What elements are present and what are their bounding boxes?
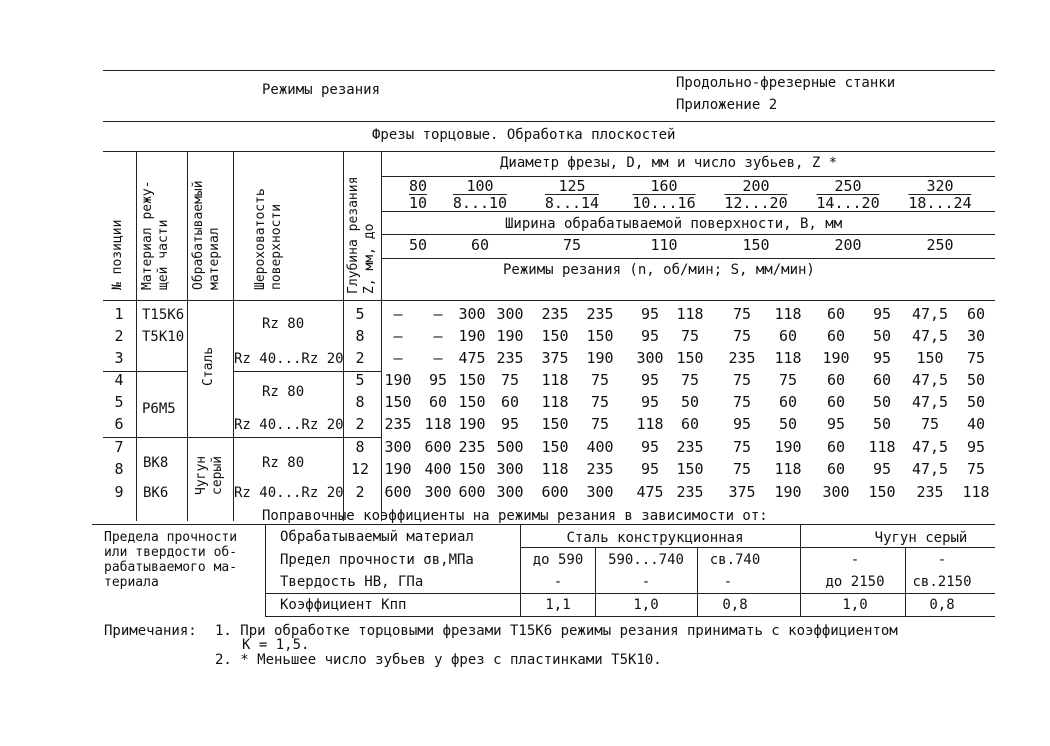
corr-divider-c — [697, 547, 698, 616]
correction-top-rule — [92, 524, 995, 525]
coef-4: 1,0 — [842, 597, 868, 613]
mode-value: 118 — [636, 415, 664, 433]
mode-value: 60 — [826, 460, 846, 478]
teeth-count: 18...24 — [908, 194, 972, 212]
mode-value: 475 — [636, 483, 664, 501]
appendix-label: Приложение 2 — [676, 97, 778, 113]
mode-value: 75 — [732, 460, 752, 478]
mode-value: 118 — [774, 349, 802, 367]
mode-value: 150 — [541, 327, 569, 345]
mode-value: 60 — [428, 393, 448, 411]
correction-title: Поправочные коэффициенты на режимы резания в зависимости от: — [262, 508, 768, 524]
mode-value: 150 — [458, 460, 486, 478]
group-divider-2 — [103, 437, 381, 438]
mode-value: 600 — [541, 483, 569, 501]
mode-value: 500 — [496, 438, 524, 456]
notes-label: Примечания: — [104, 623, 197, 639]
corr-divider-e — [905, 547, 906, 616]
roughness-rz40-c: Rz 40...Rz 20 — [234, 485, 344, 501]
mode-value: 235 — [676, 483, 704, 501]
mode-value: 75 — [920, 415, 940, 433]
header-position: № позиции — [110, 219, 125, 290]
mode-value: 150 — [384, 393, 412, 411]
corr-divider-b — [595, 547, 596, 616]
roughness-rz40-b: Rz 40...Rz 20 — [234, 417, 344, 433]
diameter-value: 250 — [834, 177, 862, 195]
position-number: 3 — [114, 349, 124, 367]
mode-value: 235 — [916, 483, 944, 501]
depth-value: 8 — [355, 438, 365, 456]
diameter-cell — [724, 178, 787, 211]
depth-value: 2 — [355, 349, 365, 367]
mode-value: 118 — [774, 305, 802, 323]
corr-rule-1 — [520, 547, 995, 548]
mode-value: 150 — [916, 349, 944, 367]
roughness-rz80-c: Rz 80 — [262, 455, 305, 471]
row-hardness-label: Твердость НВ, ГПа — [280, 574, 424, 590]
mode-value: 75 — [732, 393, 752, 411]
mode-value: 190 — [496, 327, 524, 345]
corr-rule-3 — [265, 593, 995, 594]
header-tool-material-1: Материал режу- — [140, 180, 155, 290]
header-work-material-2: материал — [207, 227, 222, 290]
depth-value: 5 — [355, 305, 365, 323]
material-iron-2: серый — [210, 455, 225, 495]
position-number: 8 — [114, 460, 124, 478]
col-divider-3 — [233, 151, 234, 521]
modes-header: Режимы резания (n, об/мин; S, мм/мин) — [503, 262, 815, 278]
mode-value: – — [433, 327, 443, 345]
mode-value: 300 — [496, 483, 524, 501]
teeth-count: 14...20 — [816, 194, 880, 212]
mode-value: 30 — [966, 327, 986, 345]
diameter-bottom-rule — [381, 211, 995, 212]
diameter-value: 125 — [558, 177, 586, 195]
mode-value: 47,5 — [911, 438, 949, 456]
tool-p6m5: P6M5 — [142, 401, 176, 417]
diameter-value: 80 — [408, 177, 428, 195]
mode-value: 190 — [586, 349, 614, 367]
width-value: 200 — [834, 236, 862, 254]
width-header: Ширина обрабатываемой поверхности, В, мм — [505, 216, 843, 232]
mode-value: 75 — [966, 460, 986, 478]
mode-value: 300 — [458, 305, 486, 323]
header-roughness-2: поверхности — [269, 203, 284, 290]
header-rule — [103, 121, 995, 122]
mode-value: 75 — [680, 327, 700, 345]
mode-value: 150 — [676, 460, 704, 478]
note-2: 2. * Меньшее число зубьев у фрез с пластинками Т5К10. — [215, 652, 662, 668]
mode-value: 75 — [680, 371, 700, 389]
mode-value: 60 — [680, 415, 700, 433]
mode-value: 95 — [826, 415, 846, 433]
mode-value: 300 — [496, 460, 524, 478]
teeth-count: 10 — [408, 194, 428, 212]
mode-value: 75 — [732, 305, 752, 323]
material-steel: Сталь — [201, 346, 216, 386]
width-value: 150 — [742, 236, 770, 254]
position-number: 5 — [114, 393, 124, 411]
mode-value: 75 — [590, 371, 610, 389]
mode-value: 60 — [826, 305, 846, 323]
mode-value: 118 — [868, 438, 896, 456]
mode-value: 150 — [676, 349, 704, 367]
mode-value: – — [393, 349, 403, 367]
header-tool-material-2: щей части — [156, 219, 171, 290]
mode-value: 75 — [590, 393, 610, 411]
mode-value: 75 — [590, 415, 610, 433]
teeth-count: 10...16 — [632, 194, 696, 212]
mode-value: 375 — [541, 349, 569, 367]
mode-value: 400 — [424, 460, 452, 478]
widths-bottom-rule — [381, 258, 995, 259]
tool-t15k6: T15K6 — [142, 307, 185, 323]
steel-header: Сталь конструкционная — [566, 530, 744, 546]
note-1: 1. При обработке торцовыми фрезами Т15К6 режимы резания принимать с коэффициентом — [215, 623, 898, 639]
tool-bk8: BK8 — [143, 455, 169, 471]
mode-value: 60 — [778, 393, 798, 411]
depth-value: 2 — [355, 415, 365, 433]
section-title: Режимы резания — [262, 82, 381, 98]
mode-value: 150 — [586, 327, 614, 345]
mode-value: 95 — [640, 393, 660, 411]
teeth-count: 8...14 — [544, 194, 600, 212]
correction-label-2: или твердости об- — [104, 545, 238, 560]
mode-value: 95 — [872, 305, 892, 323]
mode-value: 300 — [496, 305, 524, 323]
teeth-count: 12...20 — [724, 194, 788, 212]
top-rule — [103, 70, 995, 71]
mode-value: 47,5 — [911, 460, 949, 478]
col-divider-1 — [136, 151, 137, 521]
iron-hardness-2: св.2150 — [912, 574, 972, 590]
mode-value: 600 — [384, 483, 412, 501]
diameter-header: Диаметр фрезы, D, мм и число зубьев, Z * — [500, 155, 838, 171]
mode-value: 118 — [676, 305, 704, 323]
mode-value: 95 — [640, 327, 660, 345]
correction-left-divider — [265, 524, 266, 616]
mode-value: 400 — [586, 438, 614, 456]
width-value: 250 — [926, 236, 954, 254]
mode-value: 50 — [680, 393, 700, 411]
mode-value: 190 — [822, 349, 850, 367]
mode-value: 300 — [636, 349, 664, 367]
diameter-value: 320 — [926, 177, 954, 195]
roughness-rz80-a: Rz 80 — [262, 316, 305, 332]
mode-value: 60 — [500, 393, 520, 411]
mode-value: 95 — [640, 460, 660, 478]
mode-value: 60 — [826, 393, 846, 411]
mode-value: 235 — [496, 349, 524, 367]
tool-t5k10: T5K10 — [142, 329, 185, 345]
mode-value: 75 — [732, 327, 752, 345]
header-depth-2: Z, мм, до — [362, 223, 377, 294]
mode-value: 50 — [872, 327, 892, 345]
mode-value: 47,5 — [911, 371, 949, 389]
mode-value: 600 — [458, 483, 486, 501]
mode-value: 150 — [541, 438, 569, 456]
mode-value: 60 — [826, 327, 846, 345]
header-bottom-rule — [103, 300, 995, 301]
corr-divider-a — [520, 524, 521, 616]
corr-divider-d — [800, 524, 801, 616]
mode-value: 118 — [774, 460, 802, 478]
mode-value: 95 — [640, 371, 660, 389]
coef-1: 1,1 — [545, 597, 571, 613]
position-number: 9 — [114, 483, 124, 501]
mode-value: 95 — [640, 438, 660, 456]
steel-strength-3: св.740 — [709, 552, 761, 568]
mode-value: 150 — [541, 415, 569, 433]
mode-value: 118 — [424, 415, 452, 433]
row-coef-label: Коэффициент Кпп — [280, 597, 407, 613]
depth-value: 8 — [355, 393, 365, 411]
mode-value: 190 — [384, 460, 412, 478]
mode-value: 75 — [732, 371, 752, 389]
width-rule — [381, 234, 995, 235]
mode-value: 50 — [872, 393, 892, 411]
position-number: 6 — [114, 415, 124, 433]
mode-value: 300 — [384, 438, 412, 456]
mode-value: 95 — [732, 415, 752, 433]
header-depth-1: Глубина резания — [346, 176, 361, 294]
mode-value: 60 — [966, 305, 986, 323]
depth-value: 12 — [350, 460, 370, 478]
mode-value: 47,5 — [911, 327, 949, 345]
roughness-rz40-a: Rz 40...Rz 20 — [234, 351, 344, 367]
width-value: 50 — [408, 236, 428, 254]
steel-strength-1: до 590 — [532, 552, 584, 568]
mode-value: 235 — [728, 349, 756, 367]
width-value: 60 — [470, 236, 490, 254]
row-strength-label: Предел прочности σв,МПа — [280, 552, 474, 568]
position-number: 4 — [114, 371, 124, 389]
mode-value: 95 — [966, 438, 986, 456]
mode-value: 190 — [774, 438, 802, 456]
mode-value: 150 — [458, 371, 486, 389]
depth-value: 2 — [355, 483, 365, 501]
machine-type-title: Продольно-фрезерные станки — [676, 75, 896, 91]
header-work-material-1: Обрабатываемый — [191, 180, 206, 290]
mode-value: 300 — [586, 483, 614, 501]
mode-value: 375 — [728, 483, 756, 501]
correction-label-4: териала — [104, 575, 159, 590]
mode-value: 60 — [826, 438, 846, 456]
depth-value: 8 — [355, 327, 365, 345]
col-divider-5 — [381, 151, 382, 521]
mode-value: 150 — [458, 393, 486, 411]
mode-value: 235 — [458, 438, 486, 456]
mode-value: 50 — [872, 415, 892, 433]
mode-value: 190 — [774, 483, 802, 501]
mode-value: 60 — [778, 327, 798, 345]
iron-header: Чугун серый — [874, 530, 968, 546]
mode-value: – — [433, 349, 443, 367]
mode-value: 300 — [822, 483, 850, 501]
mode-value: 47,5 — [911, 305, 949, 323]
mode-value: 118 — [541, 371, 569, 389]
col-divider-4 — [343, 151, 344, 521]
coef-2: 1,0 — [633, 597, 659, 613]
mode-value: 190 — [458, 327, 486, 345]
row-material-label: Обрабатываемый материал — [280, 529, 474, 545]
coef-5: 0,8 — [929, 597, 955, 613]
mode-value: 50 — [966, 371, 986, 389]
mode-value: 190 — [458, 415, 486, 433]
position-number: 1 — [114, 305, 124, 323]
mode-value: 235 — [676, 438, 704, 456]
header-roughness-1: Шероховатость — [253, 188, 268, 290]
mode-value: 95 — [872, 349, 892, 367]
mode-value: 95 — [428, 371, 448, 389]
diameter-value: 160 — [650, 177, 678, 195]
correction-label-1: Предела прочности — [104, 530, 238, 545]
mode-value: 300 — [424, 483, 452, 501]
mode-value: 47,5 — [911, 393, 949, 411]
roughness-rz80-b: Rz 80 — [262, 384, 305, 400]
table-caption: Фрезы торцовые. Обработка плоскостей — [372, 127, 676, 143]
diameter-cell — [409, 178, 427, 211]
mode-value: 75 — [500, 371, 520, 389]
mode-value: – — [393, 327, 403, 345]
width-value: 110 — [650, 236, 678, 254]
correction-label-3: рабатываемого ма- — [104, 560, 238, 575]
iron-strength-1: - — [850, 552, 860, 568]
mode-value: 235 — [586, 460, 614, 478]
mode-value: 75 — [732, 438, 752, 456]
mode-value: 95 — [640, 305, 660, 323]
mode-value: 190 — [384, 371, 412, 389]
mode-value: 600 — [424, 438, 452, 456]
mode-value: 50 — [778, 415, 798, 433]
teeth-count: 8...10 — [452, 194, 508, 212]
mode-value: – — [393, 305, 403, 323]
mode-value: – — [433, 305, 443, 323]
mode-value: 235 — [384, 415, 412, 433]
corr-bottom-rule — [265, 616, 995, 617]
diameter-cell — [545, 178, 599, 211]
note-1-cont: К = 1,5. — [242, 637, 310, 653]
mode-value: 75 — [966, 349, 986, 367]
iron-strength-2: - — [937, 552, 947, 568]
mode-value: 60 — [826, 371, 846, 389]
mode-value: 75 — [778, 371, 798, 389]
coef-3: 0,8 — [722, 597, 748, 613]
table-top-rule — [103, 151, 995, 152]
diameter-cell — [908, 178, 971, 211]
steel-strength-2: 590...740 — [608, 552, 684, 568]
col-divider-2 — [187, 151, 188, 521]
steel-hardness-2: - — [641, 574, 651, 590]
diameter-value: 200 — [742, 177, 770, 195]
position-number: 2 — [114, 327, 124, 345]
mode-value: 150 — [868, 483, 896, 501]
mode-value: 475 — [458, 349, 486, 367]
depth-value: 5 — [355, 371, 365, 389]
iron-hardness-1: до 2150 — [825, 574, 885, 590]
mode-value: 60 — [872, 371, 892, 389]
diameter-cell — [816, 178, 879, 211]
mode-value: 118 — [541, 460, 569, 478]
steel-hardness-3: - — [723, 574, 733, 590]
mode-value: 235 — [586, 305, 614, 323]
mode-value: 95 — [872, 460, 892, 478]
width-value: 75 — [562, 236, 582, 254]
mode-value: 95 — [500, 415, 520, 433]
steel-hardness-1: - — [553, 574, 563, 590]
position-number: 7 — [114, 438, 124, 456]
diameter-value: 100 — [466, 177, 494, 195]
diameter-cell — [632, 178, 695, 211]
mode-value: 235 — [541, 305, 569, 323]
diameter-cell — [453, 178, 507, 211]
tool-bk6: BK6 — [143, 485, 169, 501]
mode-value: 118 — [962, 483, 990, 501]
material-iron-1: Чугун — [194, 455, 209, 495]
mode-value: 118 — [541, 393, 569, 411]
mode-value: 50 — [966, 393, 986, 411]
mode-value: 40 — [966, 415, 986, 433]
